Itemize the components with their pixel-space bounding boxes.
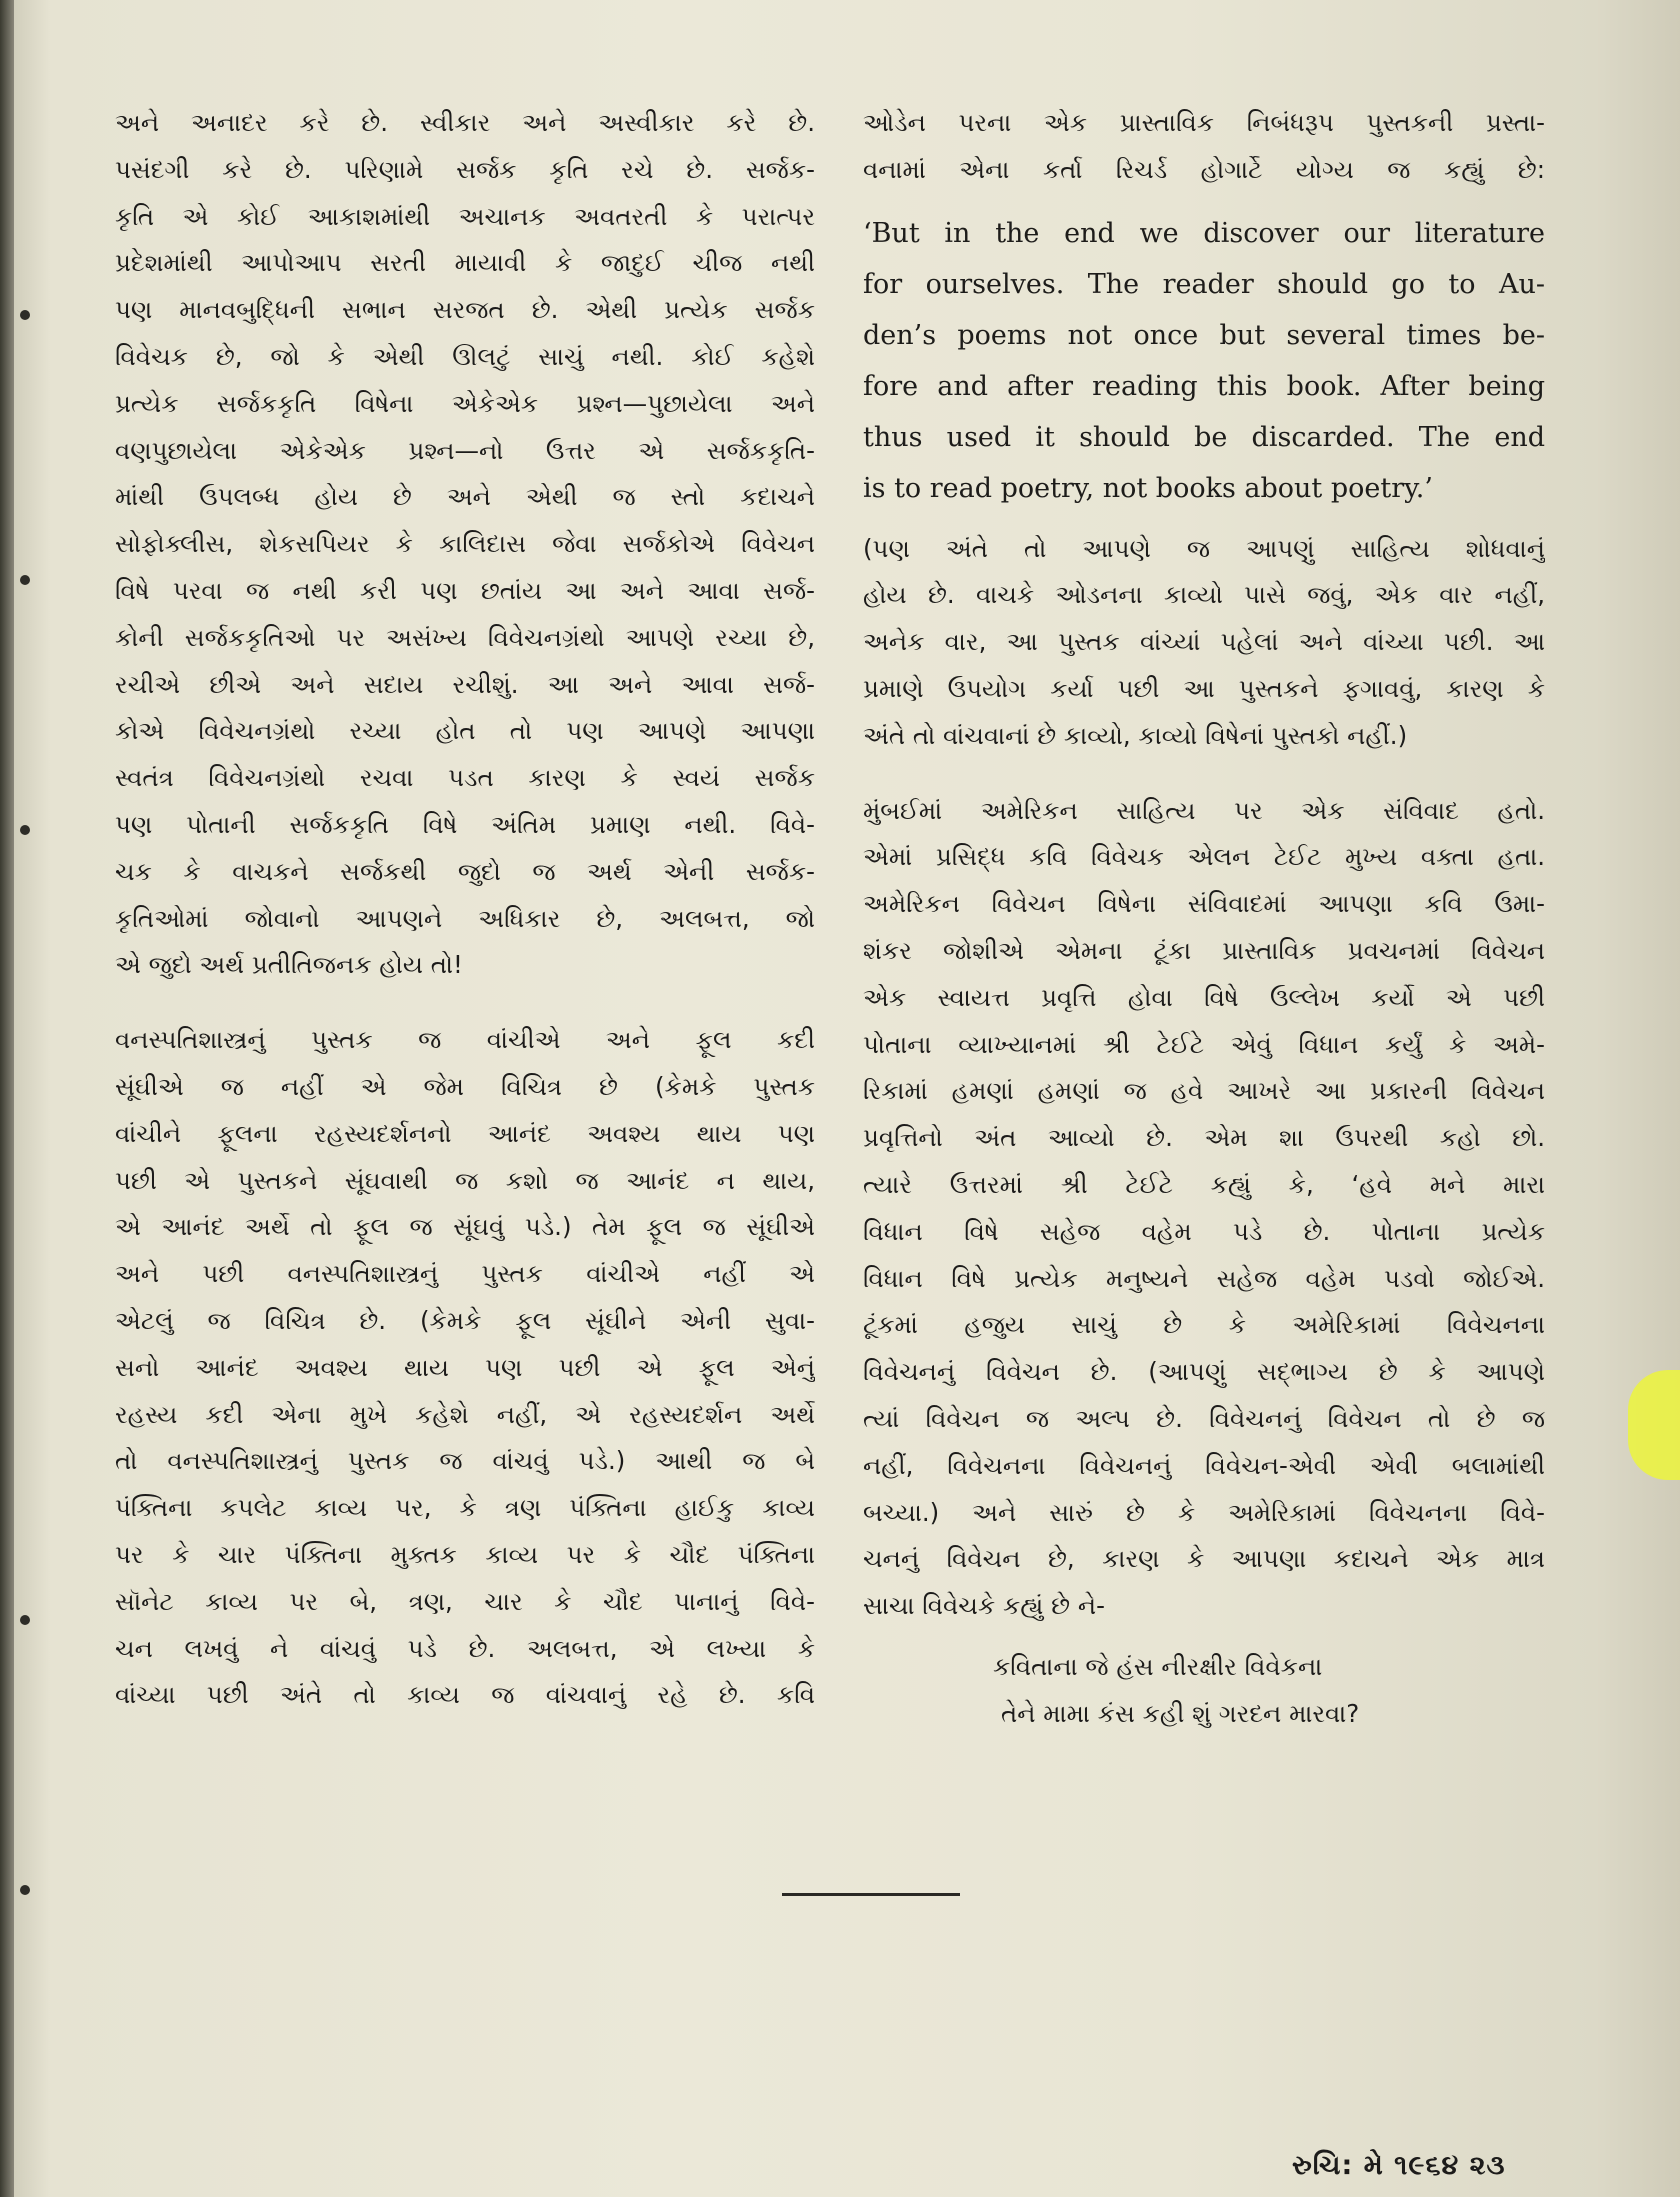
paragraph xyxy=(863,100,1545,194)
text-line: અંતે તો વાંચવાનાં છે કાવ્યો, કાવ્યો વિષેનાં પુસ્તકો નહીં.) xyxy=(863,720,1408,750)
english-quote xyxy=(863,208,1545,514)
binding-hole xyxy=(20,310,30,320)
text-line: અને પછી વનસ્પતિશાસ્ત્રનું પુસ્તક વાંચીએ નહીં એ xyxy=(115,1259,815,1289)
text-line: મુંબઈમાં અમેરિકન સાહિત્ય પર એક સંવિવાદ હતો. xyxy=(863,795,1545,825)
text-line: એક સ્વાયત્ત પ્રવૃત્તિ હોવા વિષે ઉલ્લેખ કર્યો એ પછી xyxy=(863,982,1545,1012)
quote-line: is to read poetry, not books about poetry.’ xyxy=(863,472,1433,504)
text-line: ચન લખવું ને વાંચવું પડે છે. અલબત્ત, એ લખ્યા કે xyxy=(115,1633,815,1663)
right-column xyxy=(863,100,1545,1738)
text-line: પોતાના વ્યાખ્યાનમાં શ્રી ટેઈટે એવું વિધાન કર્યું કે અમે- xyxy=(863,1029,1545,1059)
text-line: શંકર જોશીએ એમના ટૂંકા પ્રાસ્તાવિક પ્રવચનમાં વિવેચન xyxy=(863,935,1545,965)
text-line: એમાં પ્રસિદ્ધ કવિ વિવેચક એલન ટેઈટ મુખ્ય વક્તા હતા. xyxy=(863,842,1545,872)
text-line: પ્રત્યેક સર્જકકૃતિ વિષેના એકેએક પ્રશ્ન—પુછાયેલા અને xyxy=(115,388,815,418)
page-footer: રુચિ: મે ૧૯૬૪ ૨૩ xyxy=(1292,2150,1506,2181)
text-line: વિવેચનનું વિવેચન છે. (આપણું સદ્ભાગ્ય છે કે આપણે xyxy=(863,1357,1545,1387)
text-line: ઓડેન પરના એક પ્રાસ્તાવિક નિબંધરૂપ પુસ્તકની પ્રસ્તા- xyxy=(863,108,1545,137)
quote-line: for ourselves. The reader should go to Au- xyxy=(863,268,1545,300)
text-line: અનેક વાર, આ પુસ્તક વાંચ્યાં પહેલાં અને વાંચ્યા પછી. આ xyxy=(863,627,1545,657)
text-line: માંથી ઉપલબ્ધ હોય છે અને એથી જ સ્તો કદાચને xyxy=(115,482,815,512)
text-line: પ્રવૃત્તિનો અંત આવ્યો છે. એમ શા ઉપરથી કહો છો. xyxy=(863,1123,1545,1153)
text-line: પણ પોતાની સર્જકકૃતિ વિષે અંતિમ પ્રમાણ નથી. વિવે- xyxy=(115,809,815,839)
text-line: ટૂંકમાં હજુય સાચું છે કે અમેરિકામાં વિવેચનના xyxy=(863,1310,1545,1340)
text-line: વિષે પરવા જ નથી કરી પણ છતાંય આ અને આવા સર્જ- xyxy=(115,575,815,605)
text-line: રચીએ છીએ અને સદાય રચીશું. આ અને આવા સર્જ- xyxy=(115,669,815,699)
binding-hole xyxy=(20,825,30,835)
text-line: ત્યારે ઉત્તરમાં શ્રી ટેઈટે કહ્યું કે, ‘હવે મને મારા xyxy=(863,1169,1545,1199)
text-line: ચનનું વિવેચન છે, કારણ કે આપણા કદાચને એક માત્ર xyxy=(863,1544,1545,1574)
text-line: અને અનાદર કરે છે. સ્વીકાર અને અસ્વીકાર કરે છે. xyxy=(115,108,815,137)
text-line: કોની સર્જકકૃતિઓ પર અસંખ્ય વિવેચનગ્રંથો આપણે રચ્યા છે, xyxy=(115,622,815,652)
text-line: સ્વતંત્ર વિવેચનગ્રંથો રચવા પડત કારણ કે સ્વયં સર્જક xyxy=(115,763,815,793)
text-line: વિધાન વિષે પ્રત્યેક મનુષ્યને સહેજ વહેમ પડવો જોઈએ. xyxy=(863,1263,1545,1293)
text-line: વનસ્પતિશાસ્ત્રનું પુસ્તક જ વાંચીએ અને ફૂલ કદી xyxy=(115,1025,815,1055)
text-line: કૃતિ એ કોઈ આકાશમાંથી અચાનક અવતરતી કે પરાત્પર xyxy=(115,201,815,231)
paragraph xyxy=(115,100,815,989)
quote-translation xyxy=(863,526,1545,760)
text-line: એ આનંદ અર્થે તો ફૂલ જ સૂંઘવું પડે.) તેમ ફૂલ જ સૂંઘીએ xyxy=(115,1212,815,1242)
page-binding-edge xyxy=(0,0,14,2197)
text-line: વિવેચક છે, જો કે એથી ઊલટું સાચું નથી. કોઈ કહેશે xyxy=(115,341,815,371)
text-line: સૉનેટ કાવ્ય પર બે, ત્રણ, ચાર કે ચૌદ પાનાનું વિવે- xyxy=(115,1586,815,1616)
poem-line: કવિતાના જે હંસ નીરક્ષીર વિવેકના xyxy=(993,1651,1323,1681)
paragraph xyxy=(863,788,1545,1630)
text-line: એટલું જ વિચિત્ર છે. (કેમકે ફૂલ સૂંઘીને એની સુવા- xyxy=(115,1305,815,1335)
yellow-sticky-note xyxy=(1628,1370,1680,1480)
text-line: વનામાં એના કર્તા રિચર્ડ હોગાર્ટે યોગ્ય જ કહ્યું છે: xyxy=(863,154,1545,184)
text-line: વાંચ્યા પછી અંતે તો કાવ્ય જ વાંચવાનું રહે છે. કવિ xyxy=(115,1680,815,1710)
poem-couplet xyxy=(863,1644,1545,1738)
text-line: પ્રદેશમાંથી આપોઆપ સરતી માયાવી કે જાદુઈ ચીજ નથી xyxy=(115,248,815,278)
text-line: નહીં, વિવેચનના વિવેચનનું વિવેચન-એવી એવી બલામાંથી xyxy=(863,1450,1545,1480)
text-line: પસંદગી કરે છે. પરિણામે સર્જક કૃતિ રચે છે. સર્જક- xyxy=(115,154,815,184)
text-line: પર કે ચાર પંક્તિના મુક્તક કાવ્ય પર કે ચૌદ પંક્તિના xyxy=(115,1539,815,1569)
text-line: પ્રમાણે ઉપયોગ કર્યા પછી આ પુસ્તકને ફગાવવું, કારણ કે xyxy=(863,673,1545,703)
text-line: સૂંઘીએ જ નહીં એ જેમ વિચિત્ર છે (કેમકે પુસ્તક xyxy=(115,1071,815,1101)
text-line: હોય છે. વાચકે ઓડનના કાવ્યો પાસે જવું, એક વાર નહીં, xyxy=(863,580,1545,610)
text-line: વણપુછાયેલા એકેએક પ્રશ્ન—નો ઉત્તર એ સર્જકકૃતિ- xyxy=(115,435,815,465)
text-line: બચ્યા.) અને સારું છે કે અમેરિકામાં વિવેચનના વિવે- xyxy=(863,1497,1545,1527)
binding-hole xyxy=(20,1885,30,1895)
text-line: કોએ વિવેચનગ્રંથો રચ્યા હોત તો પણ આપણે આપણા xyxy=(115,716,815,746)
quote-line: thus used it should be discarded. The end xyxy=(863,421,1545,453)
quote-line: ‘But in the end we discover our literature xyxy=(863,217,1545,249)
text-line: રિકામાં હમણાં હમણાં જ હવે આખરે આ પ્રકારની વિવેચન xyxy=(863,1076,1545,1106)
text-line: કૃતિઓમાં જોવાનો આપણને અધિકાર છે, અલબત્ત, જો xyxy=(115,903,815,933)
text-line: ત્યાં વિવેચન જ અલ્પ છે. વિવેચનનું વિવેચન તો છે જ xyxy=(863,1403,1545,1433)
binding-hole xyxy=(20,1615,30,1625)
text-line: રહસ્ય કદી એના મુખે કહેશે નહીં, એ રહસ્યદર્શન અર્થે xyxy=(115,1399,815,1429)
text-line: એ જુદો અર્થ પ્રતીતિજનક હોય તો! xyxy=(115,950,463,980)
text-line: સનો આનંદ અવશ્ય થાય પણ પછી એ ફૂલ એનું xyxy=(115,1352,815,1382)
text-line: ચક કે વાચકને સર્જકથી જુદો જ અર્થ એની સર્જક- xyxy=(115,856,815,886)
text-line: (પણ અંતે તો આપણે જ આપણું સાહિત્ય શોધવાનું xyxy=(863,533,1545,563)
text-line: પંક્તિના કપલેટ કાવ્ય પર, કે ત્રણ પંક્તિના હાઈકુ કાવ્ય xyxy=(115,1493,815,1523)
text-line: વિધાન વિષે સહેજ વહેમ પડે છે. પોતાના પ્રત્યેક xyxy=(863,1216,1545,1246)
text-line: તો વનસ્પતિશાસ્ત્રનું પુસ્તક જ વાંચવું પડે.) આથી જ બે xyxy=(115,1446,815,1476)
text-line: અમેરિકન વિવેચન વિષેના સંવિવાદમાં આપણા કવિ ઉમા- xyxy=(863,889,1545,919)
quote-line: den’s poems not once but several times be- xyxy=(863,319,1545,351)
poem-line: તેને મામા કંસ કહી શું ગરદન મારવા? xyxy=(1001,1698,1360,1728)
section-divider xyxy=(782,1893,960,1896)
text-line: પછી એ પુસ્તકને સૂંઘવાથી જ કશો જ આનંદ ન થાય, xyxy=(115,1165,815,1195)
text-line: પણ માનવબુદ્ધિની સભાન સરજત છે. એથી પ્રત્યેક સર્જક xyxy=(115,295,815,325)
paragraph xyxy=(115,1017,815,1719)
text-line: વાંચીને ફૂલના રહસ્યદર્શનનો આનંદ અવશ્ય થાય પણ xyxy=(115,1118,815,1148)
binding-hole xyxy=(20,575,30,585)
text-line: સાચા વિવેચકે કહ્યું છે ને- xyxy=(863,1591,1105,1621)
left-column xyxy=(115,100,815,1719)
text-line: સોફોક્લીસ, શેકસપિયર કે કાલિદાસ જેવા સર્જકોએ વિવેચન xyxy=(115,529,815,559)
quote-line: fore and after reading this book. After being xyxy=(863,370,1545,402)
